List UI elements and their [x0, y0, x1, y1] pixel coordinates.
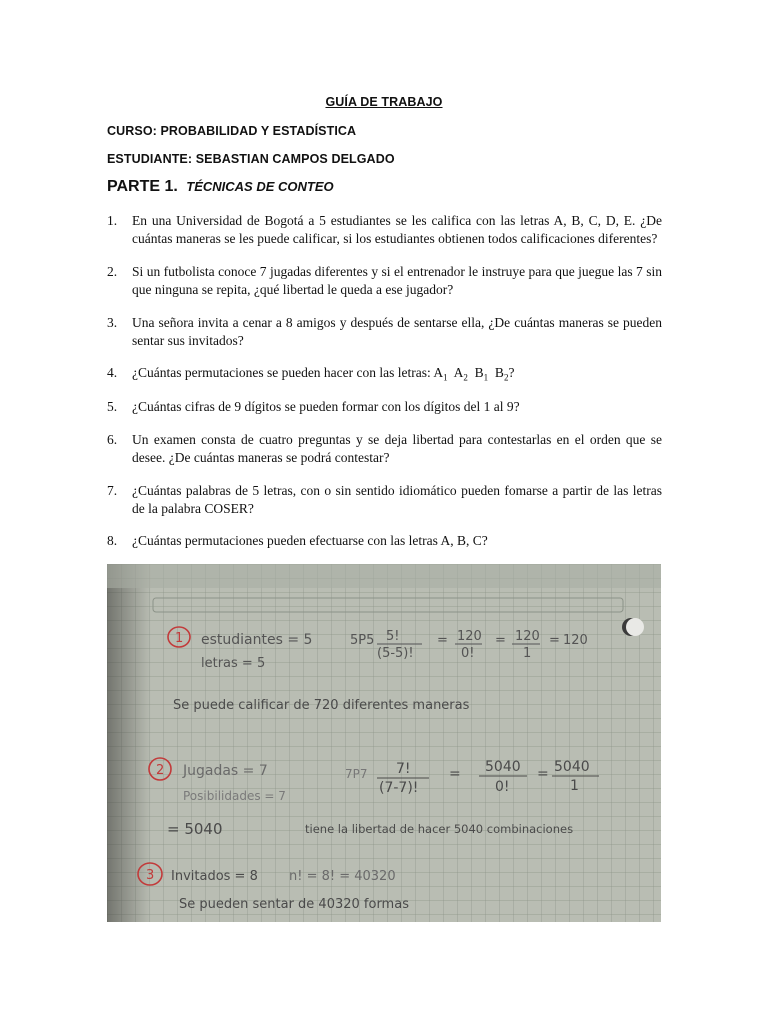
q3-formula: n! = 8! = 40320 [289, 869, 396, 884]
svg-text:=: = [449, 766, 461, 782]
question-text: En una Universidad de Bogotá a 5 estudiantes se les califica con las letras A, B, C, D, E. ¿De cuántas maneras se les puede calificar, si los estudiantes obtienen todos calificaciones diferentes? [132, 213, 662, 246]
svg-text:0!: 0! [495, 779, 510, 795]
svg-text:(5-5)!: (5-5)! [377, 646, 414, 661]
question-number: 1. [107, 213, 118, 228]
question-text: Una señora invita a cenar a 8 amigos y después de sentarse ella, ¿De cuántas maneras se pueden sentar sus invitados? [132, 315, 662, 348]
svg-text:5P5: 5P5 [350, 633, 375, 648]
document-title: GUÍA DE TRABAJO [325, 95, 443, 109]
question-number: 6. [107, 432, 118, 447]
q1-answer: Se puede calificar de 720 diferentes maneras [173, 698, 470, 713]
q1-label: 1 [175, 631, 184, 646]
svg-text:7!: 7! [396, 761, 411, 777]
question-8 [107, 532, 662, 552]
question-number: 3. [107, 315, 118, 330]
question-number: 2. [107, 264, 118, 279]
svg-text:=: = [537, 766, 549, 782]
handwritten-notes-photo [107, 564, 661, 922]
svg-text:=: = [437, 633, 448, 648]
question-text: ¿Cuántas permutaciones se pueden hacer con las letras: $A_1$ $A_2$ $B_1$ $B_2$? [132, 365, 515, 383]
q2-answer: tiene la libertad de hacer 5040 combinaciones [305, 822, 574, 836]
course-line: CURSO: PROBABILIDAD Y ESTADÍSTICA [107, 124, 357, 138]
svg-text:120: 120 [457, 629, 482, 644]
q3-line1: Invitados = 8 [171, 869, 258, 884]
svg-text:=: = [549, 633, 560, 648]
question-4 [107, 364, 662, 386]
q2-line1: Jugadas = 7 [183, 763, 268, 779]
question-text: Si un futbolista conoce 7 jugadas diferentes y si el entrenador le instruye para que juegue las 7 sin que ninguna se repita, ¿qué libertad le queda a ese jugador? [132, 264, 662, 297]
question-7 [107, 482, 662, 518]
section-number: PARTE 1. [107, 178, 178, 195]
q1-line2: letras = 5 [201, 656, 266, 671]
svg-text:(7-7)!: (7-7)! [379, 780, 419, 796]
question-number: 7. [107, 483, 118, 498]
question-text: ¿Cuántas permutaciones pueden efectuarse con las letras A, B, C? [132, 533, 488, 548]
q3-label: 3 [146, 868, 155, 883]
question-6 [107, 431, 662, 467]
question-text: ¿Cuántas cifras de 9 dígitos se pueden formar con los dígitos del 1 al 9? [132, 399, 520, 414]
question-text: Un examen consta de cuatro preguntas y se deja libertad para contestarlas en el orden que se desee. ¿De cuántas maneras se podrá contestar? [132, 432, 662, 465]
svg-text:5040: 5040 [485, 759, 521, 775]
svg-text:1: 1 [570, 778, 579, 794]
question-number: 8. [107, 533, 118, 548]
svg-text:=: = [495, 633, 506, 648]
question-1 [107, 212, 662, 248]
section-heading [107, 178, 334, 196]
svg-text:120: 120 [515, 629, 540, 644]
q2-result: = 5040 [167, 820, 223, 838]
section-title: TÉCNICAS DE CONTEO [186, 179, 334, 194]
question-2 [107, 263, 662, 299]
student-line: ESTUDIANTE: SEBASTIAN CAMPOS DELGADO [107, 152, 395, 166]
svg-text:120: 120 [563, 633, 588, 648]
q1-line1: estudiantes = 5 [201, 632, 313, 648]
question-text: ¿Cuántas palabras de 5 letras, con o sin sentido idiomático pueden fomarse a partir de las letras de la palabra COSER? [132, 483, 662, 516]
svg-text:1: 1 [523, 646, 532, 661]
question-3 [107, 314, 662, 350]
svg-text:0!: 0! [461, 646, 475, 661]
q2-label: 2 [156, 763, 165, 778]
q2-line2: Posibilidades = 7 [183, 789, 286, 803]
question-5 [107, 398, 662, 418]
question-number: 4. [107, 365, 118, 380]
svg-text:7P7: 7P7 [345, 767, 368, 781]
q3-answer: Se pueden sentar de 40320 formas [179, 897, 409, 912]
question-number: 5. [107, 399, 118, 414]
svg-text:5!: 5! [386, 629, 400, 644]
svg-text:5040: 5040 [554, 759, 590, 775]
